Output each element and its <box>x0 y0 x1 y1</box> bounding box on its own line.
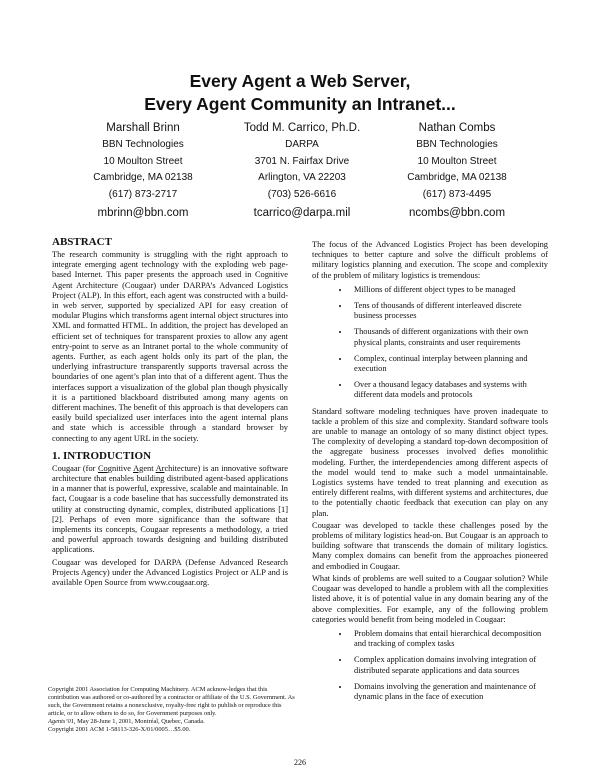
author-city: Arlington, VA 22203 <box>258 172 346 183</box>
author-org: DARPA <box>285 139 319 150</box>
author-city: Cambridge, MA 02138 <box>407 172 507 183</box>
author-phone: (703) 526-6616 <box>267 188 337 200</box>
problem-category-bullet-list <box>312 629 548 702</box>
author-street: 3701 N. Fairfax Drive <box>254 155 350 167</box>
author-email: tcarrico@darpa.mil <box>253 207 351 219</box>
right-paragraph-4: What kinds of problems are well suited to a Cougaar solution? While Cougaar was developed to handle a problem with all the complexities listed above, it is of potential value in any domain bearing any of the above complexities. For example, any of the following problem categories would benefit from being modeled in Cougaar: <box>312 573 548 624</box>
list-item: • Complex application domains involving integration of distributed separate applications and data sources <box>350 655 548 675</box>
abstract-heading: ABSTRACT <box>52 236 112 248</box>
author-phone: (617) 873-4495 <box>422 188 492 200</box>
author-city: Cambridge, MA 02138 <box>93 172 193 183</box>
list-item: • Complex, continual interplay between planning and execution <box>350 354 548 374</box>
author-email: mbrinn@bbn.com <box>97 207 189 219</box>
author-block-1 <box>58 120 228 223</box>
author-email: ncombs@bbn.com <box>408 207 506 219</box>
right-paragraph-2: Standard software modeling techniques have proven inadequate to tackle a problem of this size and complexity. Standard software tools are unable to manage an ontology of so many distinct object types. The complexity of developing a standard top-down decomposition of the aggregate business processes involved defies monolithic modeling. Further, the interdependencies among different aspects of the model would tend to make such a model unmaintainable. Logistics systems have tended to treat planning and execution as entirely different realms, with different systems and architectures, due to the potentially chaotic feedback that execution can play on any plan. <box>312 406 548 518</box>
list-item: • Thousands of different organizations with their own physical plants, constraints and user requirements <box>350 327 548 347</box>
paper-title-line-2: Every Agent Community an Intranet... <box>144 94 456 114</box>
author-name: Marshall Brinn <box>106 122 180 134</box>
right-paragraph-1: The focus of the Advanced Logistics Project has been developing techniques to better capture and solve the difficult problems of military logistics planning and execution. The scope and complexity of the problem of military logistics is tremendous: <box>312 240 548 280</box>
author-block-3 <box>372 120 542 223</box>
introduction-paragraph-2: Cougaar was developed for DARPA (Defense Advanced Research Projects Agency) under the Advanced Logistics Project or ALP and is available Open Source from www.cougaar.org. <box>52 557 288 588</box>
list-item: • Tens of thousands of different interleaved discrete business processes <box>350 301 548 321</box>
right-column <box>312 240 548 708</box>
author-name: Todd M. Carrico, Ph.D. <box>243 122 361 134</box>
left-column <box>52 236 288 590</box>
introduction-paragraph-1: Cougaar (for Cognitive Agent Architecture) is an innovative software architecture that enables building distributed agent-based applications in a manner that is powerful, expressive, scalable and maintainable. In fact, Cougaar is a code baseline that has successfully demonstrated its utility at constructing dynamic, complex, distributed applications [1][2]. Perhaps of even more significance than the software that implements its concepts, Cougaar represents a methodology, a tried and powerful approach towards designing and building distributed applications. <box>52 463 288 555</box>
conference-line: Agents’01, May 28-June 1, 2001, Montréal, Quebec, Canada. <box>48 718 205 726</box>
author-org: BBN Technologies <box>102 139 184 150</box>
author-block-2 <box>217 120 387 223</box>
list-item: • Millions of different object types to be managed <box>350 285 548 295</box>
introduction-heading: 1. INTRODUCTION <box>52 449 152 462</box>
copyright-isbn: Copyright 2001 ACM 1-58113-326-X/01/0005…$5.00. <box>48 726 191 734</box>
complexity-bullet-list <box>312 285 548 401</box>
list-item: • Problem domains that entail hierarchical decomposition and tracking of complex tasks <box>350 629 548 649</box>
paper-title-line-1: Every Agent a Web Server, <box>189 71 411 91</box>
copyright-text: Copyright 2001 Association for Computing Machinery. ACM acknow-ledges that this contribution was authored or co-authored by a contractor or affiliate of the U.S. Government. As such, the Government retains a nonexclusive, royalty-free right to publish or reproduce this article, or to allow others to do so, for Government purposes only. <box>48 686 295 718</box>
list-item: • Domains involving the generation and maintenance of dynamic plans in the face of execution <box>350 682 548 702</box>
author-name: Nathan Combs <box>418 122 496 134</box>
page-number: 226 <box>294 758 306 767</box>
copyright-notice <box>48 686 296 735</box>
author-org: BBN Technologies <box>416 139 498 150</box>
list-item: • Over a thousand legacy databases and systems with different data models and protocols <box>350 380 548 400</box>
author-street: 10 Moulton Street <box>417 155 497 167</box>
author-phone: (617) 873-2717 <box>108 188 178 200</box>
abstract-text: The research community is struggling with the right approach to integrate emerging agent technology with the exploding web page-based Internet. This paper presents the approach used in Cognitive Agent Architecture (Cougaar) under DARPA’s Advanced Logistics Project (ALP). In this effort, each agent was constructed with a build-in web server, supported by specialized API for easy creation of modular Plugins which transforms agent internal object structures into XML and formatted HTML. In addition, the project has developed an efficient set of techniques for transparent proxies to allow any agent entry-point to serve as an Intranet portal to the whole community of agents. Further, as each agent holds only its part of the plan, the underlying infrastructure transparently supports traversal across the boundaries of one agent’s plan into that of a different agent. Thus the interfaces support a visualization of the global plan though physically it is a partitioned blackboard distributed among many agents on different machines. The benefit of this approach is that developers can easily build specialized user interfaces into the agent internal plans and state which is accessible through a standard browser by connecting to any agent URL in the society. <box>52 250 288 443</box>
author-street: 10 Moulton Street <box>103 155 183 167</box>
right-paragraph-3: Cougaar was developed to tackle these challenges posed by the problems of military logistics head-on. But Cougaar is an approach to building software that transcends the domain of military logistics. Many complex domains can benefit from the approaches pioneered and embodied in Cougaar. <box>312 520 548 571</box>
